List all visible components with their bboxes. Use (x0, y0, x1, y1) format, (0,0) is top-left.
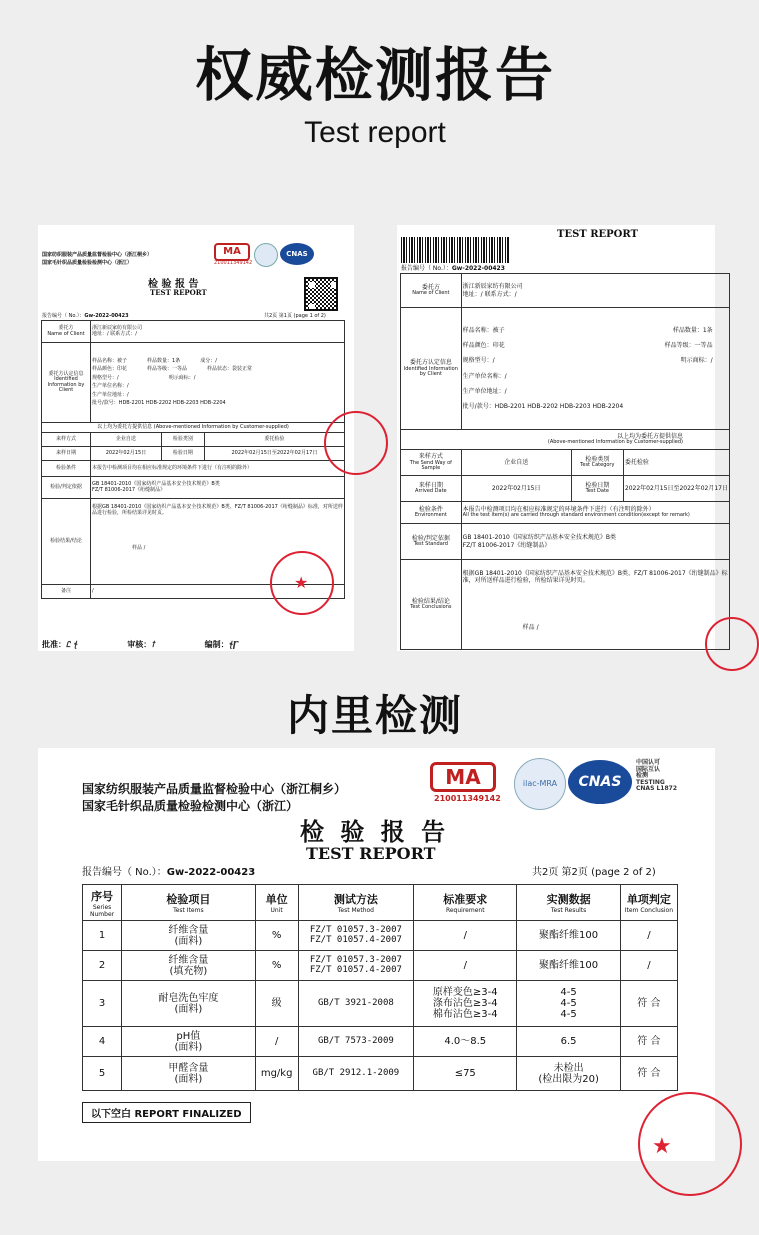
table-row (83, 981, 678, 1027)
table-cell-method: FZ/T 01057.3-2007 FZ/T 01057.4-2007 (298, 921, 413, 951)
table-cell-req: 原样变色≥3-4 涤布沾色≥3-4 棉布沾色≥3-4 (414, 981, 517, 1027)
table-cell-no: 3 (83, 981, 122, 1027)
table-cell-no: 1 (83, 921, 122, 951)
report-image-bottom (38, 748, 715, 1161)
table-row (83, 1027, 678, 1057)
table-cell-result: 4-5 4-5 4-5 (517, 981, 620, 1027)
cma-number: 210011349142 (434, 794, 501, 803)
table-cell-no: 2 (83, 951, 122, 981)
table-cell-no: 4 (83, 1027, 122, 1057)
table-cell-method: FZ/T 01057.3-2007 FZ/T 01057.4-2007 (298, 951, 413, 981)
table-cell-req: 4.0～8.5 (414, 1027, 517, 1057)
cnas-logo: CNAS (280, 243, 314, 265)
red-stamp-edge (705, 617, 759, 671)
report-number-label: 报告编号（ No.）：Gw-2022-00423 (82, 867, 256, 878)
center-name-1: 国家纺织服装产品质量监督检验中心（浙江桐乡） (42, 252, 153, 258)
table-header-cell: 实测数据 Test Results (517, 885, 620, 921)
table-header-cell: 序号 Series Number (83, 885, 122, 921)
table-header-row (83, 885, 678, 921)
table-header-cell: 单位 Unit (255, 885, 298, 921)
table-cell-req: ≤75 (414, 1057, 517, 1091)
report-image-right (397, 225, 728, 651)
table-cell-result: 6.5 (517, 1027, 620, 1057)
table-cell-unit: % (255, 921, 298, 951)
table-cell-item: 耐皂洗色牢度 (面料) (122, 981, 255, 1027)
table-cell-method: GB/T 2912.1-2009 (298, 1057, 413, 1091)
report-detail-table: 委托方 Name of Client 浙江新辰家纺有限公司 地址：/ 联系方式：/ 委托方认定信息 Identified Information by Client 样品名称：被子 样品数量：1条 样品颜色：印花 样品等级：一等品 规格型号：/ 明示商标：/ 生产单位名称：/ 生产单位地址：/ 批号/款号：HDB-2201 HDB-2202 HDB-2203 HDB-2204 以上均为委托方提供信息 (Above-mentioned Information by Customer-supplied) 来样方式 The Send Way of Sample 企业自送 检验类别 Test Category 委托检验 来样日期 Arrived Date 2022年02月15日 检验日期 Test Date 2022年02月15日至2022年02月17日 检验条件 Environment 本报告中检测项目均在相应标准规定的环境条件下进行（有注明的除外） All the test item(s) are carried through standard environment condition(except for remark) 检验/判定依据 Test Standard GB 18401-2010《国家纺织产品基本安全技术规范》B类 FZ/T 81006-2017《绗缝制品》 检验结果/结论 Test Conclusions 根据GB 18401-2010《国家纺织产品基本安全技术规范》B类、FZ/T 81006-2017《绗缝制品》标准，对所送样品进行检验，所检结果详见时页。 样品 / (400, 273, 730, 650)
barcode (401, 237, 509, 263)
signature-row: 批准：Ꮭ ꞎ 审核：ꝉ 编制：ꞎꞄ (42, 639, 239, 649)
red-stamp: ★ (270, 551, 334, 615)
center-name-2: 国家毛针织品质量检验检测中心（浙江） (42, 260, 133, 266)
red-stamp-edge: ★ (638, 1092, 742, 1196)
title-cn: 检 验 报 告 (148, 279, 199, 290)
test-results-table (82, 884, 678, 1091)
report-number-label: 报告编号（ No.）：Gw-2022-00423 (401, 265, 505, 272)
center-name-2: 国家毛针织品质量检验检测中心（浙江） (82, 799, 299, 813)
table-cell-no: 5 (83, 1057, 122, 1091)
title-en: TEST REPORT (557, 229, 638, 240)
table-cell-unit: % (255, 951, 298, 981)
red-stamp-edge (324, 411, 388, 475)
center-name-1: 国家纺织服装产品质量监督检验中心（浙江桐乡） (82, 782, 347, 796)
table-cell-unit: mg/kg (255, 1057, 298, 1091)
table-cell-conc: / (620, 951, 677, 981)
section-title: 内里检测 (286, 691, 463, 740)
table-cell-result: 聚酯纤维100 (517, 921, 620, 951)
table-cell-method: GB/T 3921-2008 (298, 981, 413, 1027)
table-cell-item: 甲醛含量 (面料) (122, 1057, 255, 1091)
cma-logo: MA (430, 762, 496, 792)
report-cover-table: 委托方 Name of Client 浙江新辰家纺有限公司 地址：/ 联系方式：/ 委托方认定信息 Identified Information by Client 样品名称：被子 样品数量：1条 成分：/ 样品颜色：印花 样品等级：一等品 样品状态：袋装正常 规格型号：/ 明示商标：/ 生产单位名称：/ 生产单位地址：/ 批号/款号：HDB-2201 HDB-2202 HDB-2203 HDB-2204 以上均为委托方提供信息 (Above-mentioned Information by Customer-supplied) 来样方式 企业自送 检验类别 委托检验 来样日期 2022年02月15日 检验日期 2022年02月15日至2022年02月17日 检验条件 本报告中检测项目均在相应标准规定的环境条件下进行（有注明的除外） 检验/判定依据 GB 18401-2010《国家纺织产品基本安全技术规范》B类 FZ/T 81006-2017《绗缝制品》 检验结果/结论 根据GB 18401-2010《国家纺织产品基本安全技术规范》B类、FZ/T 81006-2017《绗缝制品》标准，对所送样品进行检验，所检结果详见时页。 样品 / 备注 / (41, 320, 345, 599)
table-cell-req: / (414, 921, 517, 951)
cnas-small-text: 中国认可 国际互认 检测 TESTING CNAS L1872 (636, 759, 678, 793)
table-cell-conc: / (620, 921, 677, 951)
table-cell-unit: 级 (255, 981, 298, 1027)
title-cn: 检 验 报 告 (300, 817, 450, 846)
table-header-cell: 测试方法 Test Method (298, 885, 413, 921)
table-cell-conc: 符 合 (620, 1057, 677, 1091)
table-cell-unit: / (255, 1027, 298, 1057)
page-subtitle: Test report (304, 116, 446, 149)
page-info: 共2页 第2页 (page 2 of 2) (532, 867, 656, 878)
page-info: 共2页 第1页 (page 1 of 2) (264, 313, 326, 319)
table-cell-item: pH值 (面料) (122, 1027, 255, 1057)
table-row (83, 921, 678, 951)
ilac-logo: ilac-MRA (514, 758, 566, 810)
table-cell-item: 纤维含量 (面料) (122, 921, 255, 951)
table-cell-req: / (414, 951, 517, 981)
report-number-label: 报告编号（ No.）：Gw-2022-00423 (42, 313, 129, 319)
table-row (83, 1057, 678, 1091)
report-image-left (38, 225, 354, 651)
cnas-logo: CNAS (568, 760, 632, 804)
cma-logo: MA (214, 243, 250, 261)
table-cell-method: GB/T 7573-2009 (298, 1027, 413, 1057)
table-cell-result: 未检出 (检出限为20) (517, 1057, 620, 1091)
table-cell-conc: 符 合 (620, 1027, 677, 1057)
table-header-cell: 单项判定 Item Conclusion (620, 885, 677, 921)
table-cell-conc: 符 合 (620, 981, 677, 1027)
title-en: TEST REPORT (306, 844, 436, 863)
table-cell-item: 纤维含量 (填充物) (122, 951, 255, 981)
table-cell-result: 聚酯纤维100 (517, 951, 620, 981)
title-en: TEST REPORT (150, 288, 207, 297)
table-row (83, 951, 678, 981)
page-title: 权威检测报告 (194, 41, 555, 109)
cma-number: 210011349142 (214, 260, 253, 266)
ilac-logo (254, 243, 278, 267)
table-header-cell: 检验项目 Test Items (122, 885, 255, 921)
report-finalized: 以下空白 REPORT FINALIZED (82, 1102, 251, 1123)
qr-code (304, 277, 338, 311)
table-header-cell: 标准要求 Requirement (414, 885, 517, 921)
